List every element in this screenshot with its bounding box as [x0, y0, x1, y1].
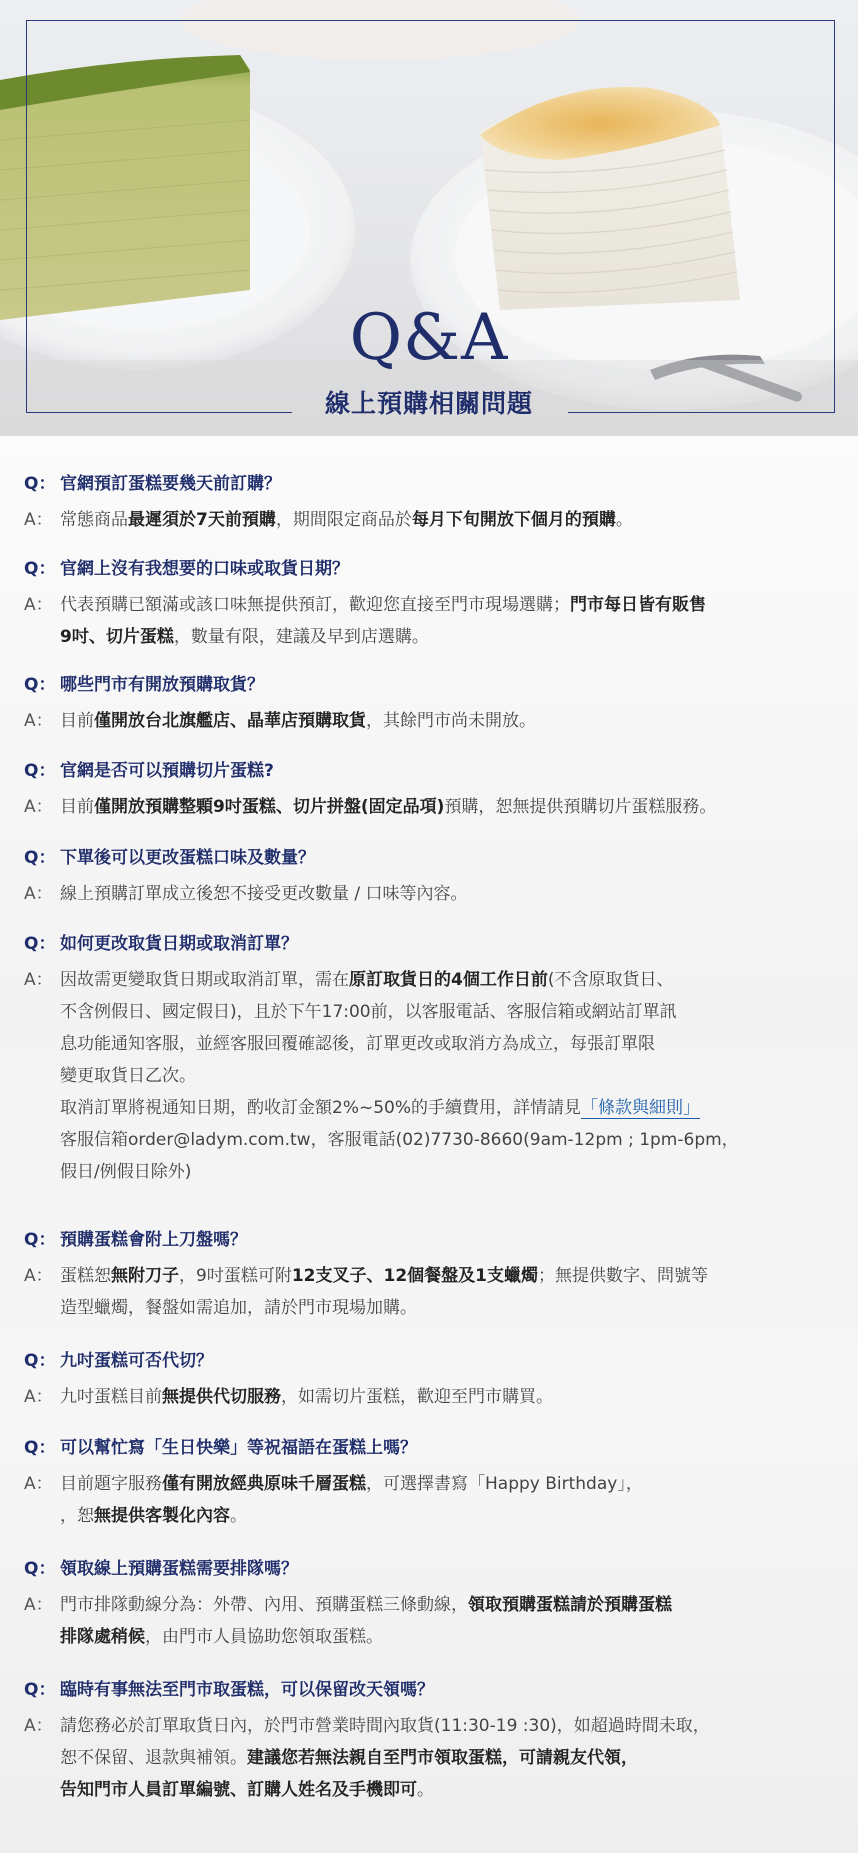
question-text: 可以幫忙寫「生日快樂」等祝福語在蛋糕上嗎？ [60, 1438, 417, 1458]
faq-item [24, 1678, 844, 1806]
answer-text: 門市排隊動線分為：外帶、內用、預購蛋糕三條動線， [60, 1595, 468, 1615]
answer-text: 假日/例假日除外) [60, 1162, 192, 1182]
question-text: 官網預訂蛋糕要幾天前訂購？ [60, 474, 281, 494]
faq-list [0, 436, 858, 1853]
page-subtitle: 線上預購相關問題 [324, 389, 533, 418]
answer-tag: A： [24, 1474, 53, 1494]
answer-highlight: 無附刀子 [111, 1266, 179, 1286]
answer-tag: A： [24, 884, 53, 904]
faq-item [24, 759, 844, 823]
answer-tag: A： [24, 970, 53, 990]
answer-text: 造型蠟燭，餐盤如需追加，請於門市現場加購。 [60, 1298, 417, 1318]
answer-text: ，其餘門市尚未開放。 [366, 711, 536, 731]
faq-answer [24, 878, 844, 910]
question-text: 九吋蛋糕可否代切？ [60, 1351, 213, 1371]
faq-item [24, 557, 844, 653]
answer-text: 目前題字服務 [60, 1474, 162, 1494]
answer-text: 恕不保留、退款與補領。 [60, 1748, 247, 1768]
faq-item [24, 472, 844, 536]
answer-highlight: 告知門市人員訂單編號、訂購人姓名及手機即可 [60, 1780, 417, 1800]
faq-answer [24, 589, 844, 653]
answer-tag: A： [24, 1716, 53, 1736]
answer-highlight: 僅有開放經典原味千層蛋糕 [162, 1474, 366, 1494]
question-tag: Q： [24, 1680, 56, 1700]
question-text: 官網是否可以預購切片蛋糕? [60, 761, 274, 781]
answer-highlight: 每月下旬開放下個月的預購 [411, 510, 616, 530]
answer-highlight: 領取預購蛋糕請於預購蛋糕 [468, 1595, 672, 1615]
faq-item [24, 673, 844, 737]
question-tag: Q： [24, 1559, 56, 1579]
question-tag: Q： [24, 1351, 56, 1371]
faq-question [24, 557, 844, 581]
answer-text: ，如需切片蛋糕，歡迎至門市購買。 [281, 1387, 553, 1407]
question-tag: Q： [24, 848, 56, 868]
answer-text: ，期間限定商品於 [275, 510, 412, 530]
question-tag: Q： [24, 1230, 56, 1250]
faq-question [24, 472, 844, 496]
answer-text: ，由門市人員協助您領取蛋糕。 [145, 1627, 383, 1647]
faq-item [24, 1228, 844, 1324]
question-tag: Q： [24, 761, 56, 781]
answer-highlight: 無提供客製化內容 [94, 1506, 230, 1526]
answer-text: 目前 [60, 711, 94, 731]
answer-text: 目前 [60, 797, 94, 817]
faq-item [24, 932, 844, 1188]
answer-text: 請您務必於訂單取貨日內，於門市營業時間內取貨(11:30-19 :30)，如超過時間未取， [60, 1716, 710, 1736]
answer-text: ，恕 [60, 1506, 94, 1526]
faq-question [24, 1349, 844, 1373]
answer-tag: A： [24, 711, 53, 731]
answer-highlight: 12支叉子、12個餐盤及1支蠟燭 [291, 1266, 538, 1286]
answer-tag: A： [24, 1266, 53, 1286]
faq-item [24, 846, 844, 910]
faq-question [24, 759, 844, 783]
answer-highlight: 建議您若無法親自至門市領取蛋糕，可請親友代領， [247, 1748, 638, 1768]
answer-text: 九吋蛋糕目前 [60, 1387, 162, 1407]
faq-answer [24, 1710, 844, 1806]
answer-text: ，9吋蛋糕可附 [179, 1266, 292, 1286]
answer-tag: A： [24, 510, 53, 530]
faq-answer [24, 1381, 844, 1413]
page-title: Q&A [349, 301, 509, 375]
question-tag: Q： [24, 474, 56, 494]
frame-line-top [26, 20, 834, 21]
answer-highlight: 無提供代切服務 [162, 1387, 281, 1407]
answer-highlight: 門市每日皆有販售 [570, 595, 706, 615]
faq-answer [24, 964, 844, 1188]
answer-text: 因故需更變取貨日期或取消訂單，需在 [60, 970, 349, 990]
answer-tag: A： [24, 1387, 53, 1407]
answer-text: 常態商品 [60, 510, 128, 530]
answer-highlight: 僅開放台北旗艦店、晶華店預購取貨 [94, 711, 366, 731]
answer-text: 。 [417, 1780, 434, 1800]
question-text: 官網上沒有我想要的口味或取貨日期？ [60, 559, 349, 579]
answer-tag: A： [24, 797, 53, 817]
answer-text: 。 [230, 1506, 247, 1526]
contact-info: 客服信箱order@ladym.com.tw，客服電話(02)7730-8660(9am-12pm ; 1pm-6pm， [60, 1130, 739, 1150]
faq-question [24, 673, 844, 697]
answer-tag: A： [24, 1595, 53, 1615]
faq-item [24, 1349, 844, 1413]
question-tag: Q： [24, 559, 56, 579]
answer-highlight: 僅開放預購整顆9吋蛋糕、切片拼盤(固定品項) [94, 797, 445, 817]
faq-question [24, 1678, 844, 1702]
answer-text: 代表預購已額滿或該口味無提供預訂，歡迎您直接至門市現場選購； [60, 595, 570, 615]
hero-banner [0, 0, 858, 436]
answer-text: 。 [615, 510, 633, 530]
answer-text: ；無提供數字、問號等 [537, 1266, 708, 1286]
answer-highlight: 最遲須於7天前預購 [128, 510, 276, 530]
question-tag: Q： [24, 675, 56, 695]
answer-highlight: 排隊處稍候 [60, 1627, 145, 1647]
answer-text: ，可選擇書寫「Happy Birthday」， [366, 1474, 643, 1494]
answer-highlight: 9吋、切片蛋糕 [60, 627, 174, 647]
faq-question [24, 1557, 844, 1581]
question-text: 臨時有事無法至門市取蛋糕，可以保留改天領嗎？ [60, 1680, 434, 1700]
faq-item [24, 1436, 844, 1532]
answer-text: (不含原取貨日、 [547, 970, 674, 990]
answer-highlight: 原訂取貨日的4個工作日前 [349, 970, 548, 990]
faq-item [24, 1557, 844, 1653]
question-tag: Q： [24, 1438, 56, 1458]
answer-text: 息功能通知客服，並經客服回覆確認後，訂單更改或取消方為成立，每張訂單限 [60, 1034, 655, 1054]
question-text: 領取線上預購蛋糕需要排隊嗎？ [60, 1559, 298, 1579]
question-tag: Q： [24, 934, 56, 954]
answer-text: 不含例假日、國定假日)，且於下午17:00前，以客服電話、客服信箱或網站訂單訊 [60, 1002, 677, 1022]
question-text: 預購蛋糕會附上刀盤嗎？ [60, 1230, 247, 1250]
faq-answer [24, 504, 844, 536]
answer-text: 變更取貨日乙次。 [60, 1066, 196, 1086]
answer-text: 取消訂單將視通知日期，酌收訂金額2%~50%的手續費用，詳情請見 [60, 1098, 581, 1118]
answer-text: 蛋糕恕 [60, 1266, 111, 1286]
answer-text: ，數量有限，建議及早到店選購。 [173, 627, 429, 647]
question-text: 下單後可以更改蛋糕口味及數量？ [60, 848, 315, 868]
terms-link[interactable]: 「條款與細則」 [581, 1098, 700, 1118]
question-text: 哪些門市有開放預購取貨？ [60, 675, 264, 695]
faq-answer [24, 1260, 844, 1324]
faq-answer [24, 705, 844, 737]
faq-question [24, 846, 844, 870]
faq-question [24, 1436, 844, 1460]
faq-answer [24, 791, 844, 823]
answer-text: 預購，恕無提供預購切片蛋糕服務。 [444, 797, 717, 817]
answer-text: 線上預購訂單成立後恕不接受更改數量 / 口味等內容。 [60, 884, 468, 904]
question-text: 如何更改取貨日期或取消訂單？ [60, 934, 298, 954]
faq-answer [24, 1589, 844, 1653]
faq-question [24, 1228, 844, 1252]
answer-tag: A： [24, 595, 53, 615]
faq-question [24, 932, 844, 956]
faq-answer [24, 1468, 844, 1532]
